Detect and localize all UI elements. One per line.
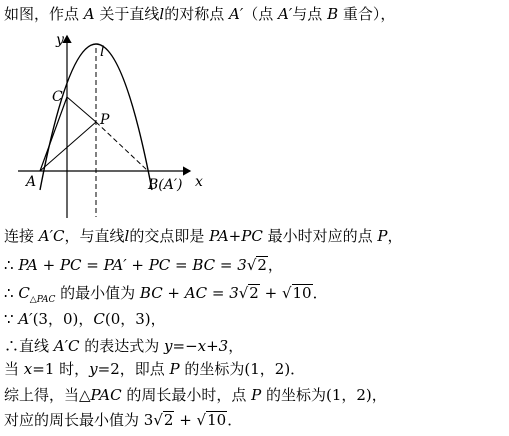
solution-line-1 — [4, 226, 402, 246]
text: 与点 — [292, 5, 328, 23]
solution-line-6 — [4, 359, 305, 379]
solution-line-2 — [4, 255, 283, 275]
text: ， — [267, 256, 283, 274]
text: 的对称点 — [164, 5, 229, 23]
text: 的表达式为 — [79, 337, 165, 355]
sqrt: √2 — [246, 256, 267, 274]
text: ， — [228, 337, 244, 355]
perimeter-symbol: C — [18, 284, 30, 302]
text: （点 — [243, 5, 279, 23]
text: 当 — [4, 360, 24, 378]
solution-line-5 — [4, 336, 243, 356]
text: 的坐标为(1，2)． — [179, 360, 306, 378]
equation: BC + AC = 3 — [139, 284, 239, 302]
sqrt: √2 — [153, 411, 174, 429]
text: ∴ — [4, 284, 19, 302]
text: 综上得，当△ — [4, 386, 91, 404]
segment: A′C — [38, 227, 65, 245]
radicand: 2 — [163, 411, 174, 429]
text: =2，即点 — [97, 360, 170, 378]
x-axis-label: x — [195, 174, 203, 190]
point-a-prime: A′ — [18, 310, 33, 328]
text: 如图，作点 — [4, 5, 84, 23]
solution-line-7 — [4, 385, 387, 405]
text: =1 时， — [32, 360, 90, 378]
text: + — [174, 411, 197, 429]
y-axis-label: y — [56, 32, 64, 48]
point-c-label: C — [52, 89, 63, 105]
sqrt: √10 — [196, 411, 227, 429]
text: 连接 — [4, 227, 39, 245]
text: 最小时对应的点 — [262, 227, 378, 245]
text: + — [259, 284, 282, 302]
text: 的交点即是 — [129, 227, 210, 245]
point-p: P — [377, 227, 388, 245]
point-c: C — [93, 310, 105, 328]
point-b: B — [327, 5, 339, 23]
text: 对应的周长最小值为 3 — [4, 411, 154, 429]
equation: y=−x+3 — [164, 337, 229, 355]
expression: PA+PC — [209, 227, 263, 245]
text: 的周长最小时，点 — [121, 386, 252, 404]
segment: A′C — [53, 337, 80, 355]
radicand: 10 — [207, 411, 227, 429]
coordinates: (3，0)， — [32, 310, 94, 328]
triangle: PAC — [90, 386, 122, 404]
text: ， — [387, 227, 403, 245]
text: 的最小值为 — [55, 284, 140, 302]
text: ∵ — [4, 310, 19, 328]
segment-pb — [96, 122, 148, 171]
variable: y — [89, 360, 98, 378]
point-p: P — [169, 360, 180, 378]
solution-line-4 — [4, 309, 166, 329]
point-a-label: A — [26, 174, 37, 190]
line-l: l — [159, 5, 165, 23]
text: ，与直线 — [64, 227, 125, 245]
point-p: P — [251, 386, 262, 404]
point-a: A — [83, 5, 95, 23]
sqrt: √10 — [281, 284, 312, 302]
text: 重合）， — [338, 5, 396, 23]
text: ∴ — [4, 256, 19, 274]
text: ∴直线 — [4, 337, 54, 355]
equation: PA + PC = PA′ + PC = BC = 3 — [18, 256, 247, 274]
coordinates: (0，3)， — [104, 310, 166, 328]
point-a-prime: A′ — [229, 5, 244, 23]
radicand: 2 — [257, 256, 267, 274]
text: ． — [227, 411, 243, 429]
text: ． — [312, 284, 328, 302]
radicand: 10 — [292, 284, 312, 302]
point-p-label: P — [100, 112, 110, 128]
subscript: △PAC — [29, 295, 56, 305]
solution-line-3 — [4, 283, 328, 310]
text: 关于直线 — [94, 5, 160, 23]
line-l-label: l — [100, 44, 105, 60]
solution-line-8 — [4, 410, 242, 430]
variable: x — [23, 360, 33, 378]
segment-ac — [40, 97, 67, 171]
text: 的坐标为(1，2)， — [261, 386, 387, 404]
radicand: 2 — [249, 284, 259, 302]
point-a-prime: A′ — [278, 5, 293, 23]
sqrt: √2 — [238, 284, 259, 302]
point-b-label: B(A′) — [148, 177, 183, 193]
segment-cp — [67, 97, 96, 122]
line-l: l — [124, 227, 130, 245]
